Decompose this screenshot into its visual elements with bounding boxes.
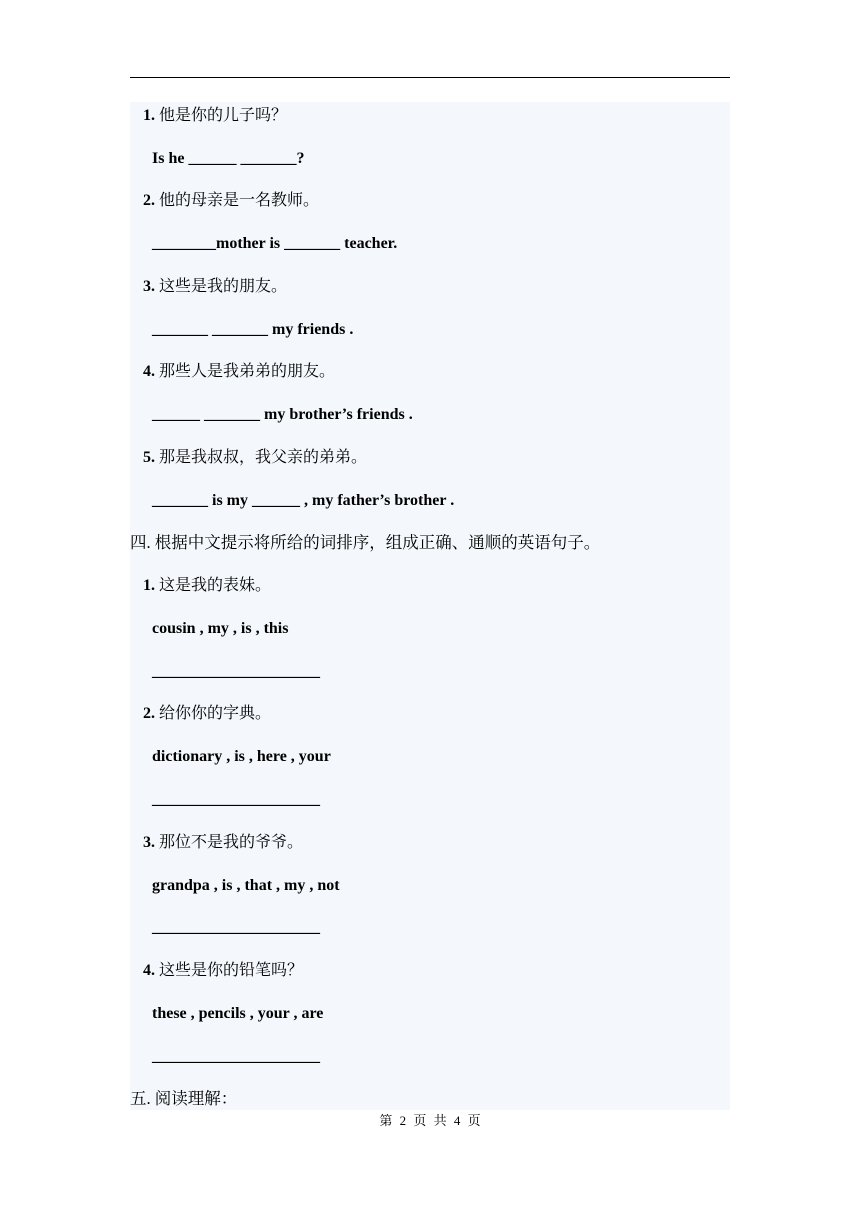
- section-heading-5: 五. 阅读理解：: [130, 1089, 238, 1108]
- part4-blank-4: _____________________: [152, 1048, 320, 1065]
- part3-question-1: [143, 106, 287, 126]
- question-text: 他的母亲是一名教师。: [159, 192, 320, 209]
- part4-words-4: these , pencils , your , are: [152, 1005, 324, 1022]
- question-number: 5.: [143, 449, 155, 466]
- header-rule: [130, 77, 730, 78]
- part3-answer-3: _______ _______ my friends .: [152, 321, 354, 338]
- part3-question-3: [143, 277, 287, 297]
- question-number: 3.: [143, 834, 155, 851]
- part3-answer-1: Is he ______ _______?: [152, 150, 305, 167]
- part3-answer-4: ______ _______ my brother’s friends .: [152, 406, 413, 423]
- part4-words-1: cousin , my , is , this: [152, 620, 289, 637]
- part4-words-3: grandpa , is , that , my , not: [152, 877, 340, 894]
- part4-words-2: dictionary , is , here , your: [152, 748, 331, 765]
- part3-answer-5: _______ is my ______ , my father’s brother .: [152, 492, 455, 509]
- question-text: 他是你的儿子吗？: [159, 107, 288, 124]
- question-number: 2.: [143, 192, 155, 209]
- question-number: 4.: [143, 363, 155, 380]
- part3-question-5: [143, 448, 367, 468]
- question-text: 那位不是我的爷爷。: [159, 834, 304, 851]
- question-text: 那些人是我弟弟的朋友。: [159, 363, 336, 380]
- part4-question-4: [143, 961, 303, 981]
- question-text: 这些是你的铅笔吗？: [159, 962, 304, 979]
- question-number: 2.: [143, 705, 155, 722]
- part4-blank-1: _____________________: [152, 663, 320, 680]
- question-number: 1.: [143, 107, 155, 124]
- question-text: 这些是我的朋友。: [159, 278, 288, 295]
- part3-question-2: [143, 191, 319, 211]
- page-footer: 第 2 页 共 4 页: [379, 1113, 481, 1128]
- question-text: 那是我叔叔，我父亲的弟弟。: [159, 449, 368, 466]
- part3-question-4: [143, 362, 335, 382]
- question-number: 3.: [143, 278, 155, 295]
- section-heading-4: 四. 根据中文提示将所给的词排序，组成正确、通顺的英语句子。: [130, 533, 601, 552]
- part3-answer-2: ________mother is _______ teacher.: [152, 235, 398, 252]
- question-number: 1.: [143, 577, 155, 594]
- part4-blank-2: _____________________: [152, 791, 320, 808]
- question-number: 4.: [143, 962, 155, 979]
- part4-question-3: [143, 833, 303, 853]
- part4-blank-3: _____________________: [152, 919, 320, 936]
- part4-question-1: [143, 576, 271, 596]
- question-text: 给你你的字典。: [159, 705, 272, 722]
- part4-question-2: [143, 704, 271, 724]
- question-text: 这是我的表妹。: [159, 577, 272, 594]
